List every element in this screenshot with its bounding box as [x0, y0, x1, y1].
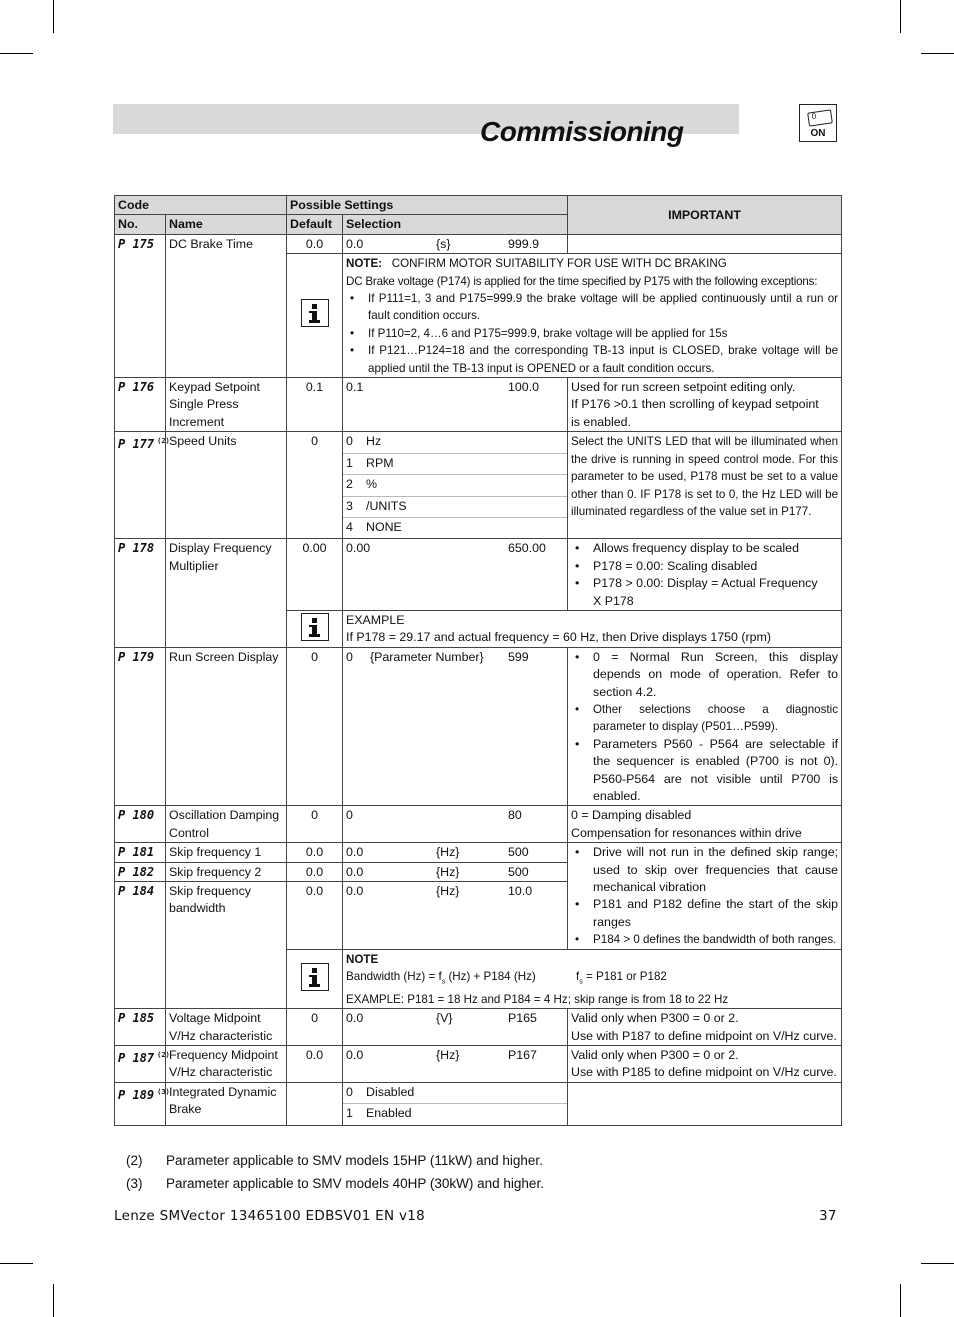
important-cell — [568, 234, 842, 253]
document-reference: Lenze SMVector 13465100 EDBSV01 EN v18 — [114, 1208, 426, 1224]
list-item: • Other selections choose a diagnostic parameter to display (P501…P599). — [571, 701, 838, 736]
param-default: 0.0 — [287, 882, 343, 950]
param-name: Keypad Setpoint Single Press Increment — [166, 378, 287, 432]
sel-min: 0.0 — [346, 1048, 364, 1062]
table-row — [115, 234, 842, 253]
sel-max: 100.0 — [508, 380, 540, 395]
param-default: 0.1 — [287, 378, 343, 432]
important-cell — [568, 1082, 842, 1125]
sel-min: 0 — [346, 808, 353, 823]
sel-min: 0.0 — [346, 1011, 364, 1026]
header-possible-settings: Possible Settings — [287, 196, 568, 215]
header-no: No. — [115, 215, 166, 234]
param-default — [287, 1082, 343, 1125]
switch-icon: 0 — [807, 109, 833, 126]
sel-unit: {Hz} — [436, 884, 460, 899]
table-row — [115, 1046, 842, 1083]
list-item: • P178 = 0.00: Scaling disabled — [571, 558, 838, 575]
sel-max: 80 — [508, 808, 522, 823]
sel-max: 599 — [508, 649, 529, 664]
crop-mark — [900, 0, 901, 33]
param-name: Integrated Dynamic Brake — [166, 1082, 287, 1125]
parameter-table — [114, 195, 842, 1126]
page-title: Commissioning — [480, 116, 684, 147]
param-name: Voltage Midpoint V/Hz characteristic — [166, 1009, 287, 1046]
crop-mark — [900, 1284, 901, 1317]
header-selection: Selection — [343, 215, 568, 234]
param-code: P 185 — [115, 1009, 166, 1046]
important-cell: Valid only when P300 = 0 or 2. Use with P187 to define midpoint on V/Hz curve. — [568, 1009, 842, 1046]
param-code: P 184 — [115, 882, 166, 1009]
option: 3 /UNITS — [343, 497, 567, 518]
param-default: 0.0 — [287, 1046, 343, 1083]
param-name: Skip frequency 1 — [166, 843, 287, 862]
param-default: 0 — [287, 806, 343, 843]
note-title: CONFIRM MOTOR SUITABILITY FOR USE WITH DC BRAKING — [391, 257, 727, 271]
list-item: • P178 > 0.00: Display = Actual Frequency X P178 — [571, 575, 838, 610]
sel-max: P167 — [508, 1048, 537, 1062]
crop-mark — [0, 1263, 33, 1264]
sel-min: 0.0 — [346, 845, 364, 860]
table-row — [115, 1009, 842, 1046]
sel-max: P165 — [508, 1011, 537, 1026]
option: 2 % — [343, 475, 567, 496]
param-default: 0.0 — [287, 843, 343, 862]
header-name: Name — [166, 215, 287, 234]
note-cell — [343, 254, 842, 378]
note-formula: Bandwidth $(Hz) = f_s$ (Hz) + P184 (Hz) $f_s = P181$ or P182 — [346, 970, 667, 986]
note-intro: DC Brake voltage (P174) is applied for the time specified by P175 with the following exceptions: — [346, 274, 818, 288]
on-label: ON — [810, 128, 826, 139]
crop-mark — [921, 1263, 954, 1264]
param-default: 0.00 — [287, 539, 343, 611]
table-row — [115, 539, 842, 611]
option: 1 RPM — [343, 454, 567, 475]
param-code: P 175 — [115, 234, 166, 377]
param-default: 0 — [287, 1009, 343, 1046]
page-number: 37 — [819, 1208, 837, 1224]
param-name: Run Screen Display — [166, 647, 287, 806]
sel-min: 0.1 — [346, 380, 364, 395]
param-name: Display Frequency Multiplier — [166, 539, 287, 647]
param-name: Skip frequency 2 — [166, 862, 287, 881]
list-item: • P181 and P182 define the start of the skip ranges — [571, 896, 838, 931]
sel-unit: {Hz} — [436, 1048, 460, 1062]
note-label: NOTE: — [346, 257, 383, 271]
table-row — [115, 647, 842, 806]
footnote: (2) Parameter applicable to SMV models 15HP (11kW) and higher. — [126, 1153, 543, 1168]
option: 1 Enabled — [346, 1106, 412, 1121]
list-item: • If P121…P124=18 and the corresponding TB-13 input is CLOSED, brake voltage will be applied until the TB-13 input is OPENED or a fault condition occurs. — [346, 342, 838, 377]
list-item: • Allows frequency display to be scaled — [571, 540, 838, 557]
crop-mark — [53, 1284, 54, 1317]
table-row — [115, 806, 842, 843]
param-name: Oscillation Damping Control — [166, 806, 287, 843]
param-code: P 182 — [115, 862, 166, 881]
sel-max: 10.0 — [508, 884, 533, 899]
sel-min: 0.00 — [346, 541, 371, 556]
param-name: Frequency Midpoint V/Hz characteristic — [166, 1046, 287, 1083]
sel-max: 500 — [508, 845, 529, 860]
options-cell — [343, 432, 568, 539]
important-cell: Valid only when P300 = 0 or 2. Use with P185 to define midpoint on V/Hz curve. — [568, 1046, 842, 1083]
sel-min: 0.0 — [346, 236, 364, 251]
important-cell — [568, 843, 842, 949]
param-default: 0 — [287, 647, 343, 806]
param-default: 0 — [287, 432, 343, 539]
list-item: • If P110=2, 4…6 and P175=999.9, brake voltage will be applied for 15s — [346, 325, 838, 342]
important-cell — [568, 647, 842, 806]
param-code: P 189 $^{(3)}$ — [115, 1082, 166, 1125]
param-name: DC Brake Time — [166, 234, 287, 377]
list-item: • Parameters P560 - P564 are selectable if the sequencer is enabled (P700 is not 0). P560-P564 are not visible until P700 is enabled. — [571, 736, 838, 806]
options-cell — [343, 1082, 568, 1125]
info-icon — [301, 963, 329, 991]
sel-unit: {Hz} — [436, 864, 460, 879]
param-code: P 187 $^{(2)}$ — [115, 1046, 166, 1083]
example-cell — [343, 610, 842, 647]
crop-mark — [0, 53, 33, 54]
param-code: P 179 — [115, 647, 166, 806]
header-important: IMPORTANT — [568, 196, 842, 235]
important-cell — [568, 539, 842, 611]
param-name: Speed Units — [166, 432, 287, 539]
crop-mark — [921, 53, 954, 54]
important-cell: Select the UNITS LED that will be illuminated when the drive is running in speed control mode. For this parameter to be used, P178 must be set to a value other than 0. IF P178 is set to 0, the Hz LED will be illuminated regardless of the value set in P177. — [568, 432, 842, 539]
important-cell: 0 = Damping disabled Compensation for resonances within drive — [568, 806, 842, 843]
param-code: P 176 — [115, 378, 166, 432]
note-label: NOTE — [346, 952, 379, 966]
list-item: • Drive will not run in the defined skip range; used to skip over frequencies that cause mechanical vibration — [571, 844, 838, 896]
crop-mark — [53, 0, 54, 33]
param-default: 0.0 — [287, 234, 343, 253]
example-label: EXAMPLE — [346, 612, 405, 627]
table-row — [115, 378, 842, 432]
option: 4 NONE — [346, 519, 402, 534]
table-row — [115, 1082, 842, 1125]
info-icon — [301, 613, 329, 641]
table-row — [115, 843, 842, 862]
param-code: P 178 — [115, 539, 166, 647]
header-default: Default — [287, 215, 343, 234]
param-name: Skip frequency bandwidth — [166, 882, 287, 1009]
param-code: P 181 — [115, 843, 166, 862]
sel-min: 0 — [346, 649, 353, 664]
important-cell: Used for run screen setpoint editing only. If P176 >0.1 then scrolling of keypad setpoint is enabled. — [568, 378, 842, 432]
list-item: • If P111=1, 3 and P175=999.9 the brake voltage will be applied continuously until a run or fault condition occurs. — [346, 290, 838, 325]
sel-min: 0.0 — [346, 884, 364, 899]
param-code: P 177 $^{(2)}$ — [115, 432, 166, 539]
header-code: Code — [115, 196, 287, 215]
power-on-icon — [799, 104, 837, 142]
sel-max: 500 — [508, 864, 529, 879]
example-text: If P178 = 29.17 and actual frequency = 60 Hz, then Drive displays 1750 (rpm) — [346, 630, 771, 645]
sel-max: 650.00 — [508, 541, 546, 556]
list-item: • 0 = Normal Run Screen, this display depends on mode of operation. Refer to section 4.2. — [571, 649, 838, 701]
sel-unit: {s} — [436, 236, 451, 251]
table-row — [115, 432, 842, 539]
sel-max: 999.9 — [508, 236, 540, 251]
info-icon — [301, 299, 329, 327]
option: 0 Disabled — [343, 1083, 567, 1104]
table-header-row — [115, 196, 842, 215]
sel-unit: {Hz} — [436, 845, 460, 860]
footnote: (3) Parameter applicable to SMV models 40HP (30kW) and higher. — [126, 1176, 544, 1191]
option: 0 Hz — [343, 432, 567, 453]
param-code: P 180 — [115, 806, 166, 843]
list-item: • P184 > 0 defines the bandwidth of both ranges. — [571, 931, 838, 948]
sel-min: 0.0 — [346, 864, 364, 879]
note-example: EXAMPLE: P181 = 18 Hz and P184 = 4 Hz; skip range is from 18 to 22 Hz — [346, 992, 729, 1006]
sel-unit: {Parameter Number} — [370, 649, 484, 664]
sel-unit: {V} — [436, 1011, 453, 1026]
note-cell — [343, 949, 842, 1009]
param-default: 0.0 — [287, 862, 343, 881]
